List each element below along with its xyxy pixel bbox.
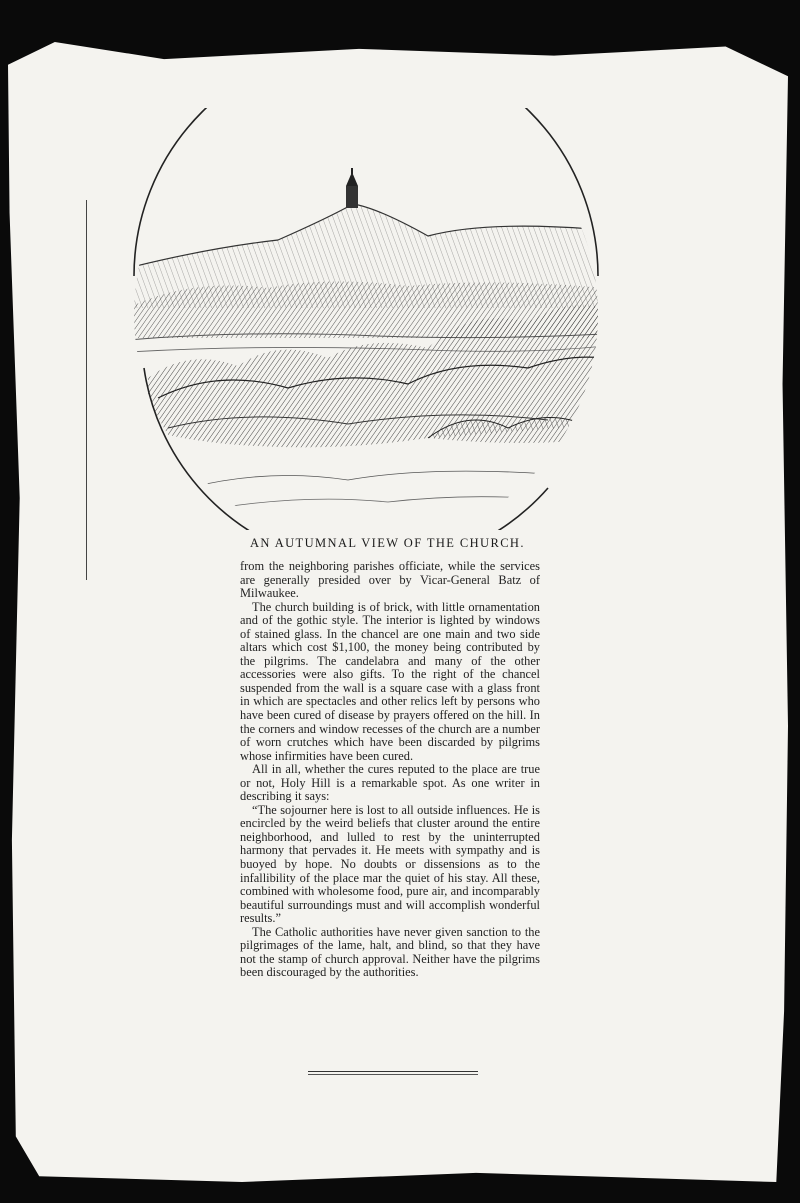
end-rule-second [308, 1074, 478, 1075]
illustration-caption: AN AUTUMNAL VIEW OF THE CHURCH. [250, 536, 525, 550]
autumnal-church-engraving [128, 108, 604, 530]
article-text [240, 560, 540, 980]
paragraph: All in all, whether the cures reputed to the place are true or not, Holy Hill is a remarkable spot. As one writer in describing it says: [240, 762, 540, 804]
paragraph: The church building is of brick, with little ornamentation and of the gothic style. The interior is lighted by windows of stained glass. In the chancel are one main and two side altars which cost $1,100, the money being contributed by the pilgrims. The candelabra and many of the other accessories were also gifts. To the right of the chancel suspended from the wall is a square case with a glass front in which are spectacles and other relics left by persons who have been cured of disease by prayers offered on the hill. In the corners and window recesses of the church are a number of worn crutches which have been discarded by pilgrims whose infirmities have been cured. [240, 599, 540, 763]
paragraph: The Catholic authorities have never given sanction to the pilgrimages of the lame, halt, and blind, so that they have not the stamp of church approval. Neither have the pilgrims been discouraged by the authorities. [240, 924, 540, 980]
paragraph: from the neighboring parishes officiate, while the services are generally presided over by Vicar-General Batz of Milwaukee. [240, 559, 540, 601]
column-rule [86, 200, 87, 580]
quotation-paragraph: “The sojourner here is lost to all outside influences. He is encircled by the weird beliefs that cluster around the entire neighborhood, and lulled to rest by the uninterrupted harmony that pervades it. He meets with sympathy and is buoyed by hope. No doubts or dissensions as to the infallibility of the place mar the quiet of his stay. All these, combined with wholesome food, pure air, and incomparably beautiful surroundings must and will accomplish wonderful results.” [240, 802, 540, 926]
end-rule [308, 1071, 478, 1072]
